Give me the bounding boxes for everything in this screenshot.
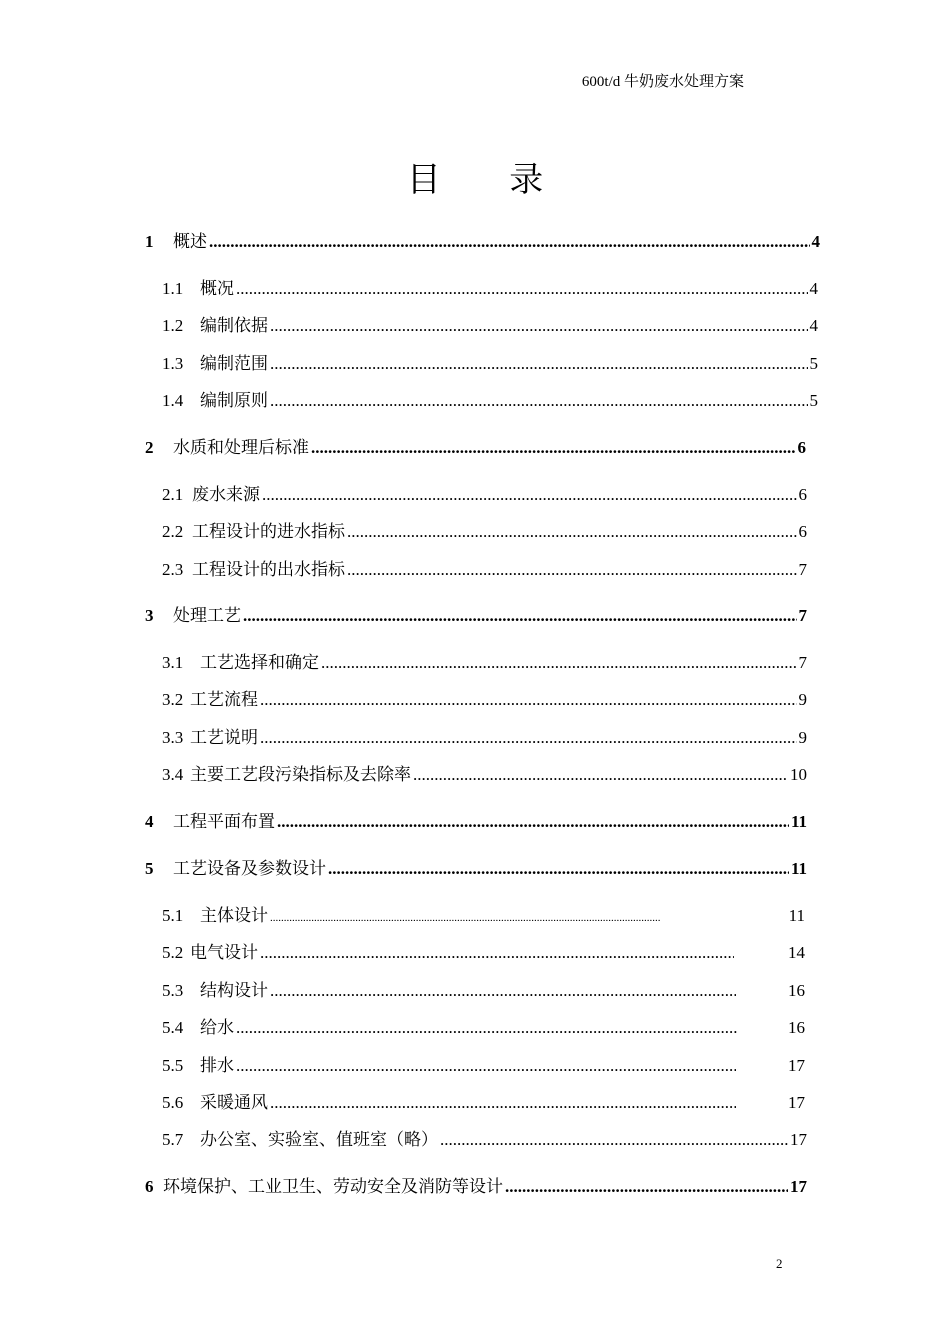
toc-entry-page: 17 [790, 1130, 807, 1149]
toc-entry-label: 工程平面布置 [173, 812, 275, 831]
leader-dots [262, 484, 797, 506]
leader-dots [243, 605, 797, 627]
leader-dots [321, 652, 797, 674]
toc-entry-label: 办公室、实验室、值班室（略） [200, 1130, 438, 1149]
toc-entry[interactable] [145, 811, 807, 833]
toc-entry[interactable] [162, 942, 805, 964]
toc-entry-page: 4 [809, 316, 818, 335]
toc-entry[interactable] [162, 390, 818, 412]
toc-entry-page: 6 [798, 485, 807, 504]
toc-entry[interactable] [162, 315, 818, 337]
leader-dots [260, 727, 797, 749]
toc-entry-label: 水质和处理后标准 [173, 438, 309, 457]
toc-entry-page: 16 [788, 981, 805, 1000]
toc-entry-number: 5.3 [162, 981, 184, 1000]
leader-dots [270, 980, 736, 1002]
leader-dots [236, 278, 808, 300]
toc-entry-page: 11 [788, 906, 805, 925]
toc-entry-number: 5.6 [162, 1093, 184, 1112]
toc-entry-page: 17 [788, 1093, 805, 1112]
toc-entry-label: 概述 [173, 232, 207, 251]
toc-entry-label: 工程设计的进水指标 [192, 522, 345, 541]
toc-entry-page: 17 [790, 1177, 807, 1196]
toc-entry[interactable] [162, 764, 807, 786]
toc-entry-label: 排水 [200, 1056, 234, 1075]
toc-entry-number: 5.4 [162, 1018, 184, 1037]
toc-entry-number: 5.7 [162, 1130, 184, 1149]
leader-dots [270, 353, 808, 375]
leader-dots [260, 689, 797, 711]
toc-entry-number: 4 [145, 812, 154, 831]
toc-entry-number: 2 [145, 438, 154, 457]
running-header: 600t/d 牛奶废水处理方案 [581, 74, 744, 90]
toc-entry-page: 7 [798, 653, 807, 672]
toc-entry[interactable] [145, 605, 807, 627]
toc-entry[interactable] [145, 1176, 807, 1198]
toc-entry-label: 编制范围 [200, 354, 268, 373]
toc-entry-number: 1 [145, 232, 154, 251]
toc-entry-page: 5 [809, 391, 818, 410]
toc-entry-label: 工艺流程 [190, 690, 258, 709]
toc-entry[interactable] [145, 437, 806, 459]
toc-entry[interactable] [162, 521, 807, 543]
toc-entry-number: 5.1 [162, 906, 184, 925]
toc-entry[interactable] [162, 652, 807, 674]
toc-entry-page: 10 [790, 765, 807, 784]
toc-entry[interactable] [162, 905, 805, 929]
toc-entry-label: 废水来源 [192, 485, 260, 504]
toc-entry-label: 编制依据 [200, 316, 268, 335]
toc-entry[interactable] [145, 858, 807, 880]
toc-entry-label: 工艺设备及参数设计 [173, 859, 326, 878]
toc-entry-number: 3.2 [162, 690, 184, 709]
toc-entry[interactable] [162, 278, 818, 300]
leader-dots [209, 231, 810, 253]
toc-entry-number: 3.1 [162, 653, 184, 672]
toc-entry-page: 11 [790, 859, 807, 878]
toc-entry-number: 3.4 [162, 765, 184, 784]
page-number: 2 [776, 1256, 783, 1271]
leader-dots [270, 907, 660, 929]
toc-entry-label: 主要工艺段污染指标及去除率 [190, 765, 411, 784]
toc-entry-page: 9 [798, 728, 807, 747]
toc-entry[interactable] [162, 1092, 805, 1114]
toc-entry-label: 工艺选择和确定 [200, 653, 319, 672]
leader-dots [270, 390, 808, 412]
toc-entry-label: 处理工艺 [173, 606, 241, 625]
toc-entry[interactable] [162, 353, 818, 375]
leader-dots [347, 559, 797, 581]
toc-entry-number: 5 [145, 859, 154, 878]
toc-entry-page: 4 [809, 279, 818, 298]
toc-entry-label: 结构设计 [200, 981, 268, 1000]
toc-entry-page: 7 [798, 560, 807, 579]
toc-entry[interactable] [145, 231, 820, 253]
toc-entry-label: 采暖通风 [200, 1093, 268, 1112]
toc-entry-number: 1.4 [162, 391, 184, 410]
leader-dots [260, 942, 734, 964]
toc-entry-page: 6 [798, 522, 807, 541]
leader-dots [270, 315, 808, 337]
leader-dots [505, 1176, 788, 1198]
toc-entry-label: 编制原则 [200, 391, 268, 410]
leader-dots [277, 811, 789, 833]
toc-entry-number: 5.5 [162, 1056, 184, 1075]
leader-dots [328, 858, 789, 880]
toc-entry-number: 2.2 [162, 522, 184, 541]
toc-entry-number: 1.1 [162, 279, 184, 298]
toc-entry-label: 电气设计 [190, 943, 258, 962]
toc-entry-page: 9 [798, 690, 807, 709]
leader-dots [413, 764, 788, 786]
toc-entry-page: 4 [811, 232, 820, 251]
toc-entry-page: 16 [788, 1018, 805, 1037]
toc-entry-label: 环境保护、工业卫生、劳动安全及消防等设计 [163, 1177, 503, 1196]
toc-entry-label: 工艺说明 [190, 728, 258, 747]
toc-entry-page: 14 [788, 943, 805, 962]
toc-entry[interactable] [162, 1129, 807, 1151]
toc-entry-number: 6 [145, 1177, 154, 1196]
leader-dots [270, 1092, 736, 1114]
leader-dots [347, 521, 797, 543]
toc-entry-number: 2.1 [162, 485, 184, 504]
leader-dots [236, 1017, 738, 1039]
leader-dots [236, 1055, 736, 1077]
toc-entry[interactable] [162, 689, 807, 711]
toc-entry-label: 主体设计 [200, 906, 268, 925]
toc-entry-label: 给水 [200, 1018, 234, 1037]
page-title: 目 录 [406, 162, 574, 199]
toc-entry-number: 1.3 [162, 354, 184, 373]
toc-entry-number: 2.3 [162, 560, 184, 579]
toc-entry-page: 11 [790, 812, 807, 831]
toc-entry-page: 17 [788, 1056, 805, 1075]
toc-entry-number: 5.2 [162, 943, 184, 962]
toc-entry-page: 7 [798, 606, 807, 625]
toc-entry-number: 3.3 [162, 728, 184, 747]
leader-dots [311, 437, 796, 459]
toc-entry[interactable] [162, 980, 805, 1002]
toc-entry[interactable] [162, 484, 807, 506]
leader-dots [440, 1129, 788, 1151]
toc-entry-page: 6 [797, 438, 806, 457]
toc-entry-number: 3 [145, 606, 154, 625]
toc-entry[interactable] [162, 559, 807, 581]
toc-entry-page: 5 [809, 354, 818, 373]
toc-entry[interactable] [162, 1017, 805, 1039]
toc-entry[interactable] [162, 1055, 805, 1077]
toc-entry-label: 概况 [200, 279, 234, 298]
toc-entry-number: 1.2 [162, 316, 184, 335]
toc-entry[interactable] [162, 727, 807, 749]
toc-entry-label: 工程设计的出水指标 [192, 560, 345, 579]
